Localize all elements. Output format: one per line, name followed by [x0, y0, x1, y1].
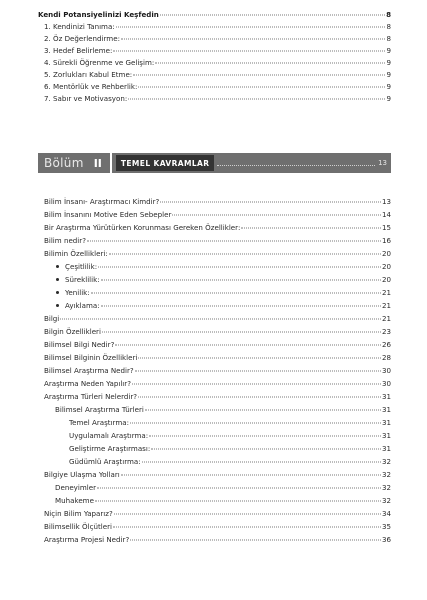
dot-leader	[109, 254, 381, 255]
toc-heading-page: 8	[386, 10, 391, 19]
toc-item-page: 9	[386, 82, 391, 91]
toc-entry-page: 28	[381, 353, 391, 362]
dot-leader	[121, 39, 386, 40]
bullet-icon	[56, 304, 59, 307]
toc-entry-page: 20	[381, 275, 391, 284]
toc-item-title: 4. Sürekli Öğrenme ve Gelişim:	[44, 58, 155, 67]
toc-item[interactable]	[44, 82, 391, 92]
dot-leader	[133, 75, 385, 76]
toc-entry-title: Bilimsel Bilgi Nedir?	[44, 340, 115, 349]
chapter-number: II	[93, 156, 102, 170]
dot-leader	[116, 27, 386, 28]
toc-item[interactable]	[44, 58, 391, 68]
toc-entry[interactable]	[56, 275, 391, 285]
dot-leader	[172, 215, 381, 216]
dot-leader	[138, 397, 381, 398]
dot-leader	[135, 371, 381, 372]
toc-entry-page: 21	[381, 288, 391, 297]
toc-entry-title: Ayıklama:	[65, 301, 100, 310]
toc-entry-title: Araştırma Türleri Nelerdir?	[44, 392, 138, 401]
toc-entry-page: 14	[381, 210, 391, 219]
toc-entry[interactable]	[55, 405, 391, 415]
toc-item-title: 6. Mentörlük ve Rehberlik:	[44, 82, 138, 91]
toc-entry-page: 31	[381, 444, 391, 453]
toc-entry-page: 16	[381, 236, 391, 245]
dot-leader	[130, 540, 381, 541]
toc-item-title: 2. Öz Değerlendirme:	[44, 34, 120, 43]
toc-entry-page: 31	[381, 405, 391, 414]
bullet-icon	[56, 278, 59, 281]
toc-entry[interactable]	[44, 366, 391, 376]
dot-leader	[217, 165, 375, 166]
dot-leader	[142, 462, 381, 463]
chapter-title: TEMEL KAVRAMLAR	[120, 158, 210, 168]
toc-entry[interactable]	[44, 509, 391, 519]
dot-leader	[149, 436, 381, 437]
dot-leader	[95, 501, 381, 502]
dot-leader	[113, 527, 381, 528]
toc-entry-title: Araştırma Projesi Nedir?	[44, 535, 130, 544]
toc-entry[interactable]	[56, 301, 391, 311]
dot-leader	[97, 488, 381, 489]
dot-leader	[151, 449, 381, 450]
toc-entry-title: Muhakeme	[55, 496, 94, 505]
toc-entry-title: Çeşitlilik:	[65, 262, 98, 271]
toc-item-title: 5. Zorlukları Kabul Etme:	[44, 70, 133, 79]
toc-item-page: 9	[386, 58, 391, 67]
toc-entry[interactable]	[55, 496, 391, 506]
dot-leader	[155, 63, 385, 64]
toc-entry-page: 13	[381, 197, 391, 206]
toc-entry-page: 31	[381, 392, 391, 401]
toc-entry[interactable]	[44, 327, 391, 337]
toc-entry[interactable]	[44, 197, 391, 207]
chapter-title-box	[116, 155, 215, 171]
toc-entry[interactable]	[44, 535, 391, 545]
chapter-page: 13	[378, 159, 387, 167]
toc-entry-title: Bir Araştırma Yürütürken Korunması Gereken Özellikler:	[44, 223, 241, 232]
toc-item-title: 1. Kendinizi Tanıma:	[44, 22, 115, 31]
dot-leader	[130, 423, 381, 424]
dot-leader	[121, 475, 381, 476]
toc-entry-page: 30	[381, 379, 391, 388]
toc-entry-title: Bilimsel Araştırma Türleri	[55, 405, 144, 414]
toc-entry-title: Bilim nedir?	[44, 236, 86, 245]
toc-entry-title: Yenilik:	[65, 288, 90, 297]
toc-entry[interactable]	[69, 431, 391, 441]
toc-entry[interactable]	[44, 379, 391, 389]
toc-entry[interactable]	[56, 262, 391, 272]
bullet-icon	[56, 291, 59, 294]
toc-entry-page: 34	[381, 509, 391, 518]
dot-leader	[241, 228, 381, 229]
toc-entry-title: Bilimin Özellikleri:	[44, 249, 108, 258]
toc-entry[interactable]	[69, 444, 391, 454]
toc-entry-page: 32	[381, 496, 391, 505]
toc-heading-title: Kendi Potansiyelinizi Keşfedin	[38, 10, 159, 19]
toc-entry[interactable]	[69, 457, 391, 467]
toc-entry-title: Bilgin Özellikleri	[44, 327, 101, 336]
toc-entry[interactable]	[44, 340, 391, 350]
toc-entry-page: 23	[381, 327, 391, 336]
chapter-header[interactable]	[38, 153, 391, 173]
toc-item-page: 9	[386, 70, 391, 79]
toc-item[interactable]	[44, 70, 391, 80]
toc-entry-title: Niçin Bilim Yaparız?	[44, 509, 113, 518]
toc-entry-page: 26	[381, 340, 391, 349]
dot-leader	[160, 202, 381, 203]
toc-entry[interactable]	[44, 392, 391, 402]
toc-entry-title: Uygulamalı Araştırma:	[69, 431, 149, 440]
toc-entry[interactable]	[44, 249, 391, 259]
toc-entry[interactable]	[56, 288, 391, 298]
toc-entry-title: Bilim İnsanını Motive Eden Sebepler	[44, 210, 172, 219]
toc-entry-title: Bilgiye Ulaşma Yolları	[44, 470, 120, 479]
toc-entry[interactable]	[44, 210, 391, 220]
toc-entry-title: Bilimsel Araştırma Nedir?	[44, 366, 134, 375]
chapter-divider	[110, 153, 112, 173]
dot-leader	[91, 293, 381, 294]
toc-entry[interactable]	[44, 470, 391, 480]
dot-leader	[132, 384, 381, 385]
toc-item-page: 9	[386, 46, 391, 55]
toc-entry-title: Deneyimler	[55, 483, 97, 492]
toc-item-title: 3. Hedef Belirleme:	[44, 46, 113, 55]
bullet-icon	[56, 265, 59, 268]
toc-entry-title: Bilim İnsanı- Araştırmacı Kimdir?	[44, 197, 160, 206]
toc-item[interactable]	[44, 46, 391, 56]
chapter-word: Bölüm	[44, 156, 84, 170]
dot-leader	[60, 319, 381, 320]
toc-entry-title: Süreklilik:	[65, 275, 100, 284]
toc-entry-page: 32	[381, 457, 391, 466]
toc-entry-title: Bilgi	[44, 314, 60, 323]
toc-entry-title: Bilimsellik Ölçütleri	[44, 522, 112, 531]
toc-entry[interactable]	[44, 353, 391, 363]
toc-item-page: 8	[386, 34, 391, 43]
toc-entry-page: 36	[381, 535, 391, 544]
toc-entry-page: 32	[381, 483, 391, 492]
toc-entry[interactable]	[44, 223, 391, 233]
toc-entry-page: 21	[381, 301, 391, 310]
toc-item[interactable]	[44, 22, 391, 32]
toc-entry[interactable]	[44, 314, 391, 324]
dot-leader	[87, 241, 381, 242]
dot-leader	[98, 267, 381, 268]
toc-entry[interactable]	[44, 522, 391, 532]
toc-entry-title: Temel Araştırma:	[69, 418, 129, 427]
toc-entry-page: 31	[381, 431, 391, 440]
dot-leader	[115, 345, 381, 346]
toc-entry[interactable]	[55, 483, 391, 493]
toc-item[interactable]	[44, 94, 391, 104]
toc-entry-page: 20	[381, 249, 391, 258]
toc-entry-page: 21	[381, 314, 391, 323]
dot-leader	[101, 306, 381, 307]
toc-item[interactable]	[44, 34, 391, 44]
toc-entry-page: 35	[381, 522, 391, 531]
toc-entry-page: 15	[381, 223, 391, 232]
toc-entry-title: Güdümlü Araştırma:	[69, 457, 141, 466]
toc-item-title: 7. Sabır ve Motivasyon:	[44, 94, 128, 103]
dot-leader	[102, 332, 381, 333]
dot-leader	[128, 99, 385, 100]
dot-leader	[113, 51, 385, 52]
dot-leader	[160, 15, 385, 16]
toc-heading[interactable]	[38, 10, 391, 20]
dot-leader	[114, 514, 381, 515]
toc-entry-page: 32	[381, 470, 391, 479]
toc-item-page: 9	[386, 94, 391, 103]
dot-leader	[145, 410, 381, 411]
toc-entry-page: 30	[381, 366, 391, 375]
toc-entry-title: Araştırma Neden Yapılır?	[44, 379, 131, 388]
toc-entry-page: 20	[381, 262, 391, 271]
dot-leader	[101, 280, 381, 281]
toc-entry[interactable]	[69, 418, 391, 428]
dot-leader	[138, 358, 381, 359]
toc-item-page: 8	[386, 22, 391, 31]
toc-entry-page: 31	[381, 418, 391, 427]
dot-leader	[138, 87, 385, 88]
toc-entry[interactable]	[44, 236, 391, 246]
toc-entry-title: Bilimsel Bilginin Özellikleri	[44, 353, 138, 362]
toc-entry-title: Geliştirme Araştırması:	[69, 444, 151, 453]
